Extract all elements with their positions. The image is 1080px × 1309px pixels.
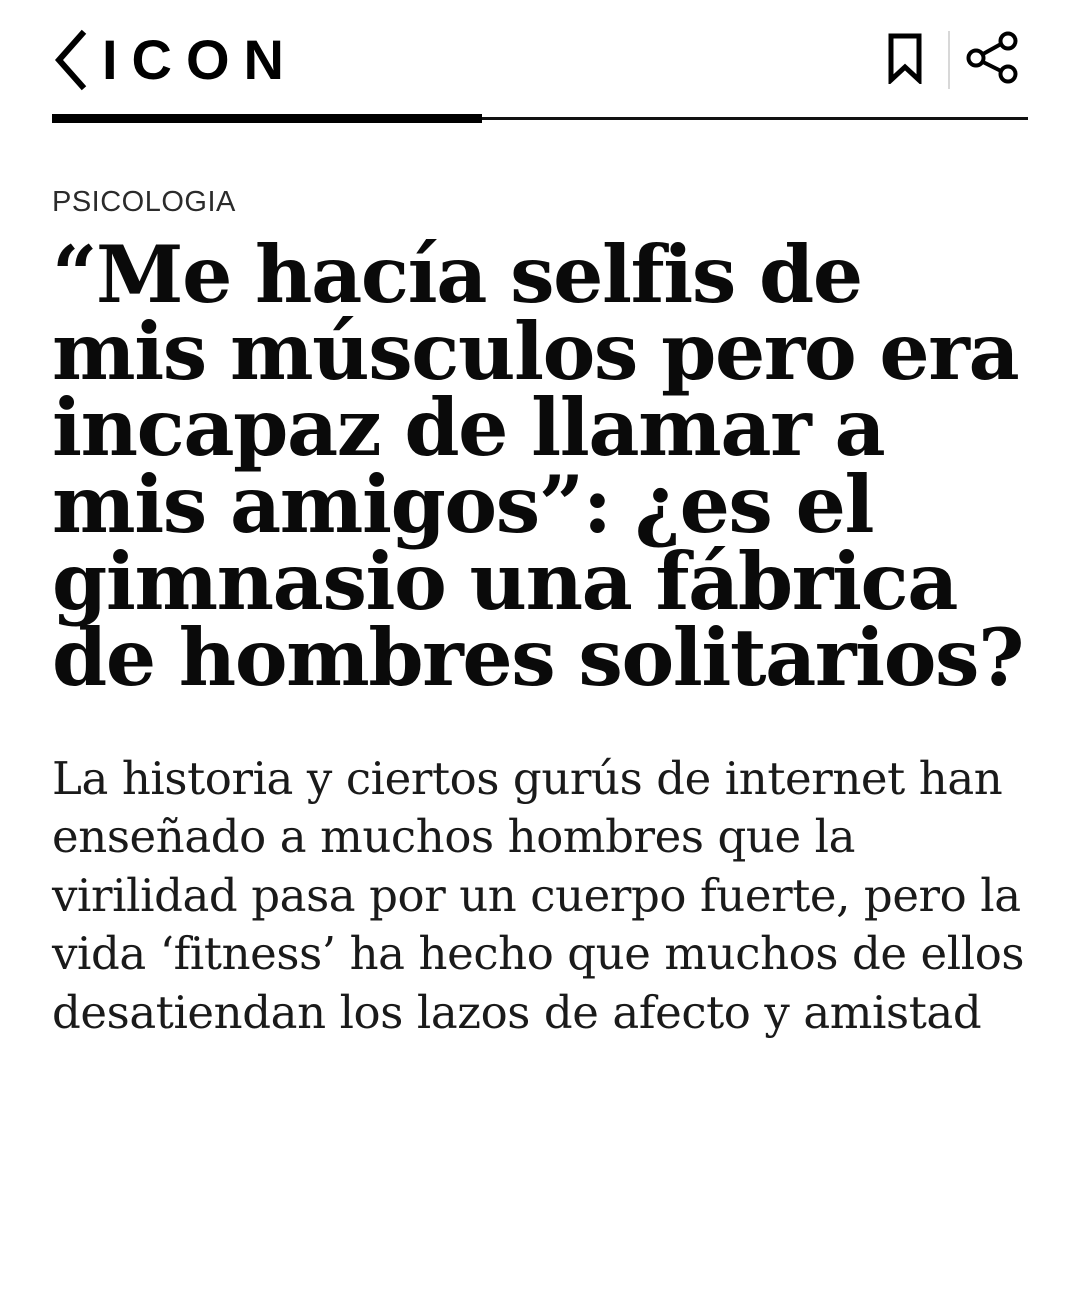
article-kicker[interactable]: PSICOLOGIA: [52, 186, 236, 218]
chevron-left-icon: [52, 29, 88, 91]
header-actions: [870, 25, 1028, 95]
bookmark-button[interactable]: [870, 25, 940, 95]
share-icon: [965, 30, 1021, 91]
rule-thick-active: [52, 114, 482, 123]
article-body: [0, 186, 1080, 1042]
bookmark-icon: [885, 32, 925, 89]
app-header: [0, 0, 1080, 92]
article-headline: “Me hacía selfis de mis músculos pero era incapaz de llamar a mis amigos”: ¿es el gimnasio una fábrica de hombres solitarios?: [52, 228, 1023, 705]
article-standfirst: La historia y ciertos gurús de internet han enseñado a muchos hombres que la virilidad pasa por un cuerpo fuerte, pero la vida ‘fitness’ ha hecho que muchos de ellos desatiendan los lazos de afecto y amistad: [52, 751, 1025, 1039]
header-divider: [948, 31, 950, 89]
header-rules: [52, 114, 1028, 124]
brand-logo[interactable]: ICON: [102, 28, 298, 91]
back-button[interactable]: [52, 30, 96, 90]
share-button[interactable]: [958, 25, 1028, 95]
